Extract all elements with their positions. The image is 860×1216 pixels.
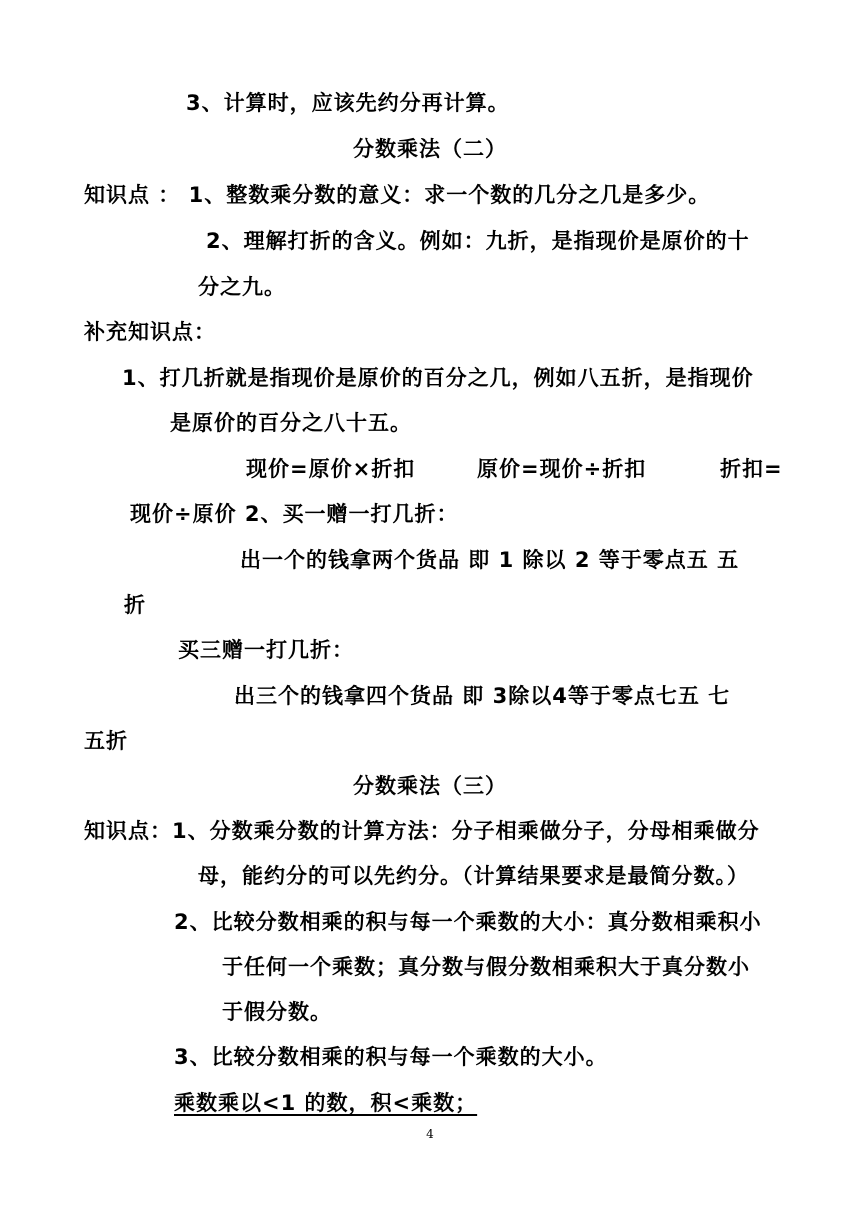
text-line: 补充知识点： — [84, 320, 216, 344]
text-line: 知识点：1、分数乘分数的计算方法：分子相乘做分子，分母相乘做分 — [84, 819, 760, 843]
text-line: 买三赠一打几折： — [178, 638, 354, 662]
text-line: 现价÷原价 2、买一赠一打几折： — [130, 502, 459, 526]
text-line: 3、比较分数相乘的积与每一个乘数的大小。 — [174, 1045, 608, 1069]
text-line: 折 — [124, 593, 146, 617]
section-heading: 分数乘法（三） — [353, 774, 507, 798]
text-line: 出三个的钱拿四个货品 即 3除以4等于零点七五 七 — [234, 684, 731, 708]
text-line: 2、理解打折的含义。例如：九折，是指现价是原价的十 — [206, 229, 750, 253]
text-line: 出一个的钱拿两个货品 即 1 除以 2 等于零点五 五 — [240, 548, 740, 572]
text-line: 五折 — [84, 729, 128, 753]
text-line: 是原价的百分之八十五。 — [170, 411, 412, 435]
formula-discount: 折扣= — [720, 457, 783, 481]
text-line: 分之九。 — [198, 275, 286, 299]
section-heading: 分数乘法（二） — [353, 137, 507, 161]
text-line: 3、计算时，应该先约分再计算。 — [186, 91, 510, 115]
formula-current-price: 现价=原价×折扣 — [246, 457, 416, 481]
formula-original-price: 原价=现价÷折扣 — [477, 457, 647, 481]
text-line: 母，能约分的可以先约分。（计算结果要求是最简分数。） — [198, 864, 749, 888]
text-line: 知识点 ： 1、整数乘分数的意义：求一个数的几分之几是多少。 — [84, 183, 711, 207]
text-line: 1、打几折就是指现价是原价的百分之几，例如八五折，是指现价 — [122, 366, 754, 390]
page-number: 4 — [426, 1127, 434, 1141]
text-line: 于任何一个乘数；真分数与假分数相乘积大于真分数小 — [222, 955, 750, 979]
text-line: 于假分数。 — [222, 1000, 332, 1024]
text-line: 乘数乘以<1 的数，积<乘数； — [174, 1091, 478, 1115]
text-line: 2、比较分数相乘的积与每一个乘数的大小：真分数相乘积小 — [174, 910, 762, 934]
